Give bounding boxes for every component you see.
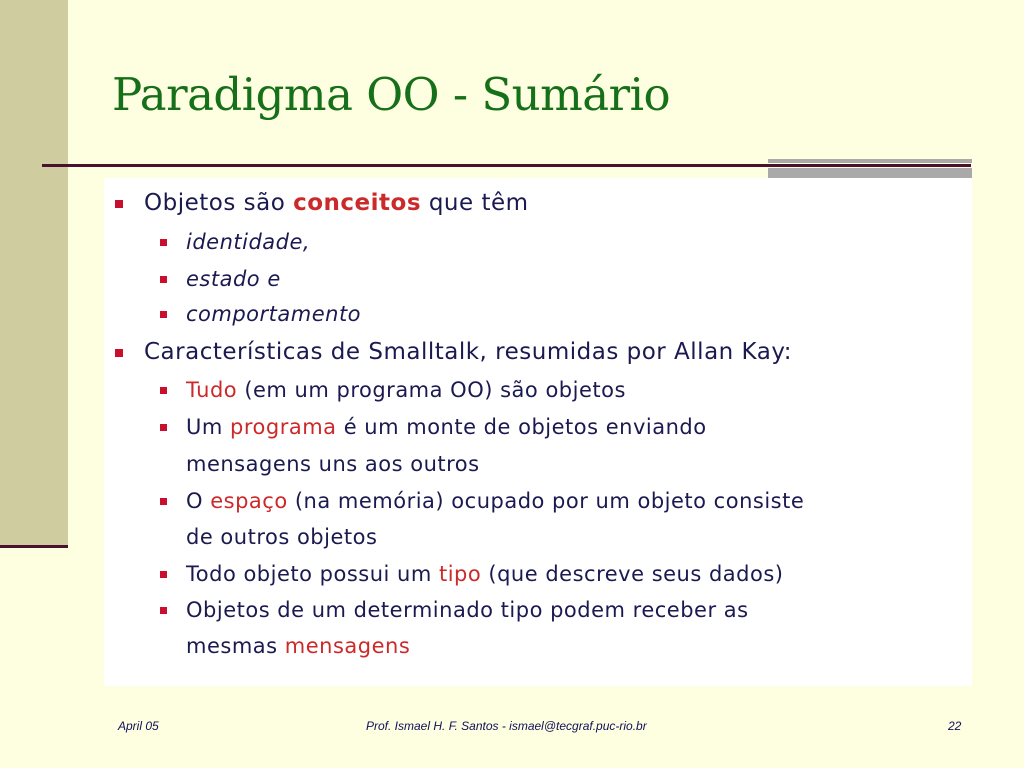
footer-date: April 05: [118, 719, 159, 733]
sub-bullet-item: [186, 489, 804, 513]
bullet-text: Todo objeto possui um: [186, 562, 439, 586]
sub-bullet-item: [186, 562, 784, 586]
bullet-text: estado e: [186, 267, 281, 291]
square-bullet-icon: [160, 571, 167, 578]
bullet-text: identidade,: [186, 230, 311, 254]
content-image-panel: [104, 178, 972, 686]
bullet-continuation-line: [186, 452, 480, 476]
highlighted-term: conceitos: [293, 190, 422, 216]
bullet-text: (que descreve seus dados): [481, 562, 784, 586]
square-bullet-icon: [160, 239, 167, 246]
footer-author: Prof. Ismael H. F. Santos - ismael@tecgraf.puc-rio.br: [366, 719, 647, 733]
bullet-text: Objetos de um determinado tipo podem receber as: [186, 598, 749, 622]
gray-accent-bar-top: [768, 159, 972, 163]
square-bullet-icon: [115, 349, 123, 357]
highlighted-term: Tudo: [186, 378, 238, 402]
highlighted-term: espaço: [210, 489, 288, 513]
bullet-text: mensagens uns aos outros: [186, 452, 480, 476]
square-bullet-icon: [160, 498, 167, 505]
bullet-continuation-line: [186, 634, 410, 658]
highlighted-term: mensagens: [284, 634, 411, 658]
bullet-text: (na memória) ocupado por um objeto consiste: [287, 489, 805, 513]
sub-bullet-item: [186, 378, 626, 402]
bullet-list: [104, 178, 972, 686]
square-bullet-icon: [160, 424, 167, 431]
sub-bullet-item: [186, 230, 310, 254]
square-bullet-icon: [160, 607, 167, 614]
bullet-text: comportamento: [186, 302, 362, 326]
left-decorative-band: [0, 0, 68, 545]
sub-bullet-item: [186, 267, 281, 291]
bullet-text: (em um programa OO) são objetos: [237, 378, 626, 402]
bullet-text: Características de Smalltalk, resumidas por Allan Kay:: [144, 339, 793, 365]
left-band-underline: [0, 545, 68, 548]
sub-bullet-item: [186, 415, 707, 439]
square-bullet-icon: [160, 387, 167, 394]
square-bullet-icon: [160, 276, 167, 283]
bullet-text: Objetos são: [144, 190, 294, 216]
highlighted-term: tipo: [438, 562, 482, 586]
bullet-continuation-line: [186, 525, 377, 549]
bullet-text: Um: [186, 415, 231, 439]
footer-page-number: 22: [948, 719, 962, 733]
sub-bullet-item: [186, 302, 361, 326]
bullet-text: O: [186, 489, 211, 513]
square-bullet-icon: [115, 200, 123, 208]
bullet-text: que têm: [421, 190, 529, 216]
title-divider: [42, 164, 971, 167]
bullet-text: de outros objetos: [186, 525, 378, 549]
square-bullet-icon: [160, 311, 167, 318]
bullet-item: [144, 339, 792, 365]
bullet-item: [144, 190, 529, 216]
bullet-text: é um monte de objetos enviando: [336, 415, 707, 439]
highlighted-term: programa: [230, 415, 337, 439]
bullet-text: mesmas: [186, 634, 285, 658]
gray-accent-bar-bottom: [768, 168, 972, 178]
sub-bullet-item: [186, 598, 749, 622]
slide-title: Paradigma OO - Sumário: [112, 68, 671, 121]
